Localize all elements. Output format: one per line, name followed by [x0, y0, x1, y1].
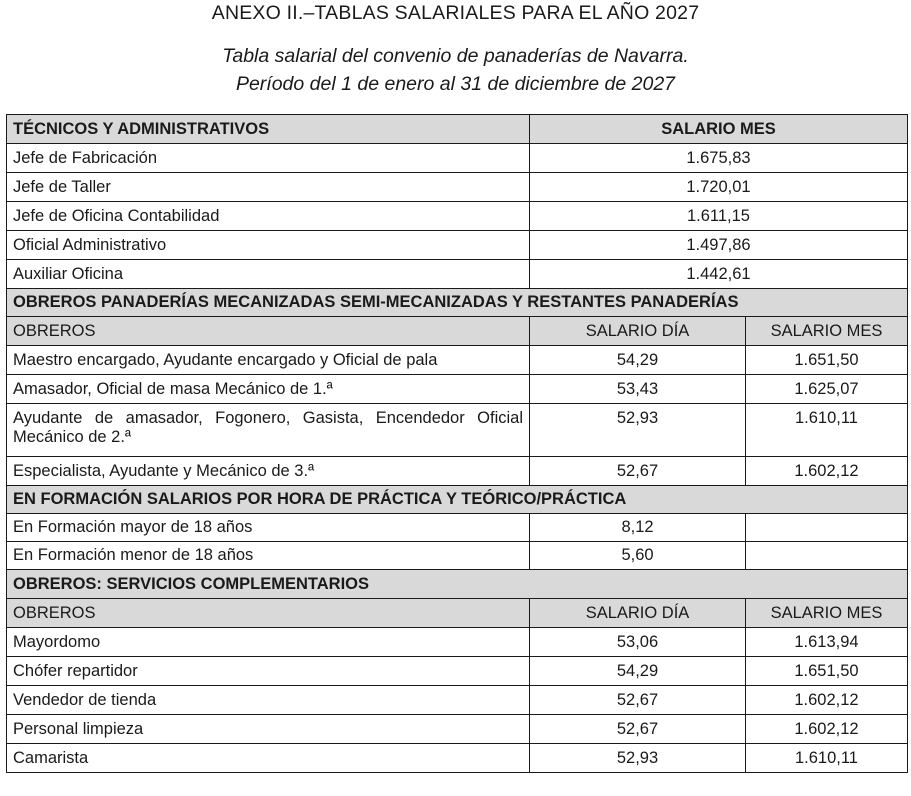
table-row [7, 231, 908, 260]
row-label: En Formación mayor de 18 años [7, 514, 530, 542]
salario-mes-value: 1.651,50 [746, 657, 908, 686]
row-label: Jefe de Oficina Contabilidad [7, 202, 530, 231]
table-row [7, 715, 908, 744]
table-row [7, 657, 908, 686]
salario-mes-value: 1.625,07 [746, 375, 908, 404]
table-row [7, 542, 908, 570]
section-header-servicios [7, 570, 908, 599]
table-row [7, 457, 908, 486]
table-row [7, 346, 908, 375]
salario-dia-value: 54,29 [530, 346, 746, 375]
salario-mes-value: 1.602,12 [746, 686, 908, 715]
table-subtitle-line-1: Tabla salarial del convenio de panaderías de Navarra. [222, 45, 689, 67]
row-label: Especialista, Ayudante y Mecánico de 3.ª [7, 457, 530, 486]
salario-dia-value: 52,67 [530, 715, 746, 744]
section-title: OBREROS: SERVICIOS COMPLEMENTARIOS [7, 570, 908, 599]
row-label: Ayudante de amasador, Fogonero, Gasista, Encendedor Oficial Mecánico de 2.ª [7, 404, 530, 457]
salario-mes-value: 1.610,11 [746, 404, 908, 457]
column-header-row [7, 317, 908, 346]
salario-dia-value: 53,43 [530, 375, 746, 404]
row-label: En Formación menor de 18 años [7, 542, 530, 570]
row-label: Mayordomo [7, 628, 530, 657]
section-header-formacion [7, 486, 908, 514]
row-label: Maestro encargado, Ayudante encargado y Oficial de pala [7, 346, 530, 375]
section-title: EN FORMACIÓN SALARIOS POR HORA DE PRÁCTICA Y TEÓRICO/PRÁCTICA [7, 486, 908, 514]
salario-mes-value: 1.602,12 [746, 715, 908, 744]
column-header-salario-mes: SALARIO MES [746, 317, 908, 346]
row-label: Camarista [7, 744, 530, 773]
row-label: Amasador, Oficial de masa Mecánico de 1.ª [7, 375, 530, 404]
salario-mes-value: 1.442,61 [530, 260, 908, 289]
salario-dia-value: 52,93 [530, 744, 746, 773]
table-row [7, 686, 908, 715]
salario-mes-value: 1.651,50 [746, 346, 908, 375]
column-header-salario-dia: SALARIO DÍA [530, 599, 746, 628]
salario-mes-value: 1.675,83 [530, 144, 908, 173]
row-label: Jefe de Fabricación [7, 144, 530, 173]
table-row [7, 260, 908, 289]
salario-hora-value: 8,12 [530, 514, 746, 542]
column-header-obreros: OBREROS [7, 599, 530, 628]
section-title: TÉCNICOS Y ADMINISTRATIVOS [7, 115, 530, 144]
table-row [7, 144, 908, 173]
row-label: Personal limpieza [7, 715, 530, 744]
salario-mes-value: 1.613,94 [746, 628, 908, 657]
row-label: Auxiliar Oficina [7, 260, 530, 289]
table-row [7, 628, 908, 657]
row-label: Oficial Administrativo [7, 231, 530, 260]
column-header-row [7, 599, 908, 628]
salario-hora-value: 5,60 [530, 542, 746, 570]
salario-mes-value: 1.602,12 [746, 457, 908, 486]
row-label: Jefe de Taller [7, 173, 530, 202]
salary-table [6, 114, 908, 773]
salario-mes-value: 1.720,01 [530, 173, 908, 202]
table-row [7, 514, 908, 542]
section-header-tecnicos [7, 115, 908, 144]
salario-dia-value: 52,67 [530, 686, 746, 715]
salario-dia-value: 53,06 [530, 628, 746, 657]
table-row [7, 202, 908, 231]
empty-cell [746, 542, 908, 570]
row-label: Vendedor de tienda [7, 686, 530, 715]
table-subtitle-line-2: Período del 1 de enero al 31 de diciembre de 2027 [235, 73, 676, 95]
column-header-salario-mes: SALARIO MES [530, 115, 908, 144]
salario-dia-value: 54,29 [530, 657, 746, 686]
section-header-panaderias [7, 289, 908, 317]
column-header-salario-dia: SALARIO DÍA [530, 317, 746, 346]
column-header-obreros: OBREROS [7, 317, 530, 346]
salario-mes-value: 1.610,11 [746, 744, 908, 773]
section-title: OBREROS PANADERÍAS MECANIZADAS SEMI-MECANIZADAS Y RESTANTES PANADERÍAS [7, 289, 908, 317]
page-title: ANEXO II.–TABLAS SALARIALES PARA EL AÑO 2027 [211, 2, 700, 24]
empty-cell [746, 514, 908, 542]
salario-mes-value: 1.611,15 [530, 202, 908, 231]
salario-mes-value: 1.497,86 [530, 231, 908, 260]
table-row [7, 173, 908, 202]
salario-dia-value: 52,67 [530, 457, 746, 486]
table-row [7, 375, 908, 404]
row-label: Chófer repartidor [7, 657, 530, 686]
table-row [7, 404, 908, 457]
column-header-salario-mes: SALARIO MES [746, 599, 908, 628]
salario-dia-value: 52,93 [530, 404, 746, 457]
table-row [7, 744, 908, 773]
